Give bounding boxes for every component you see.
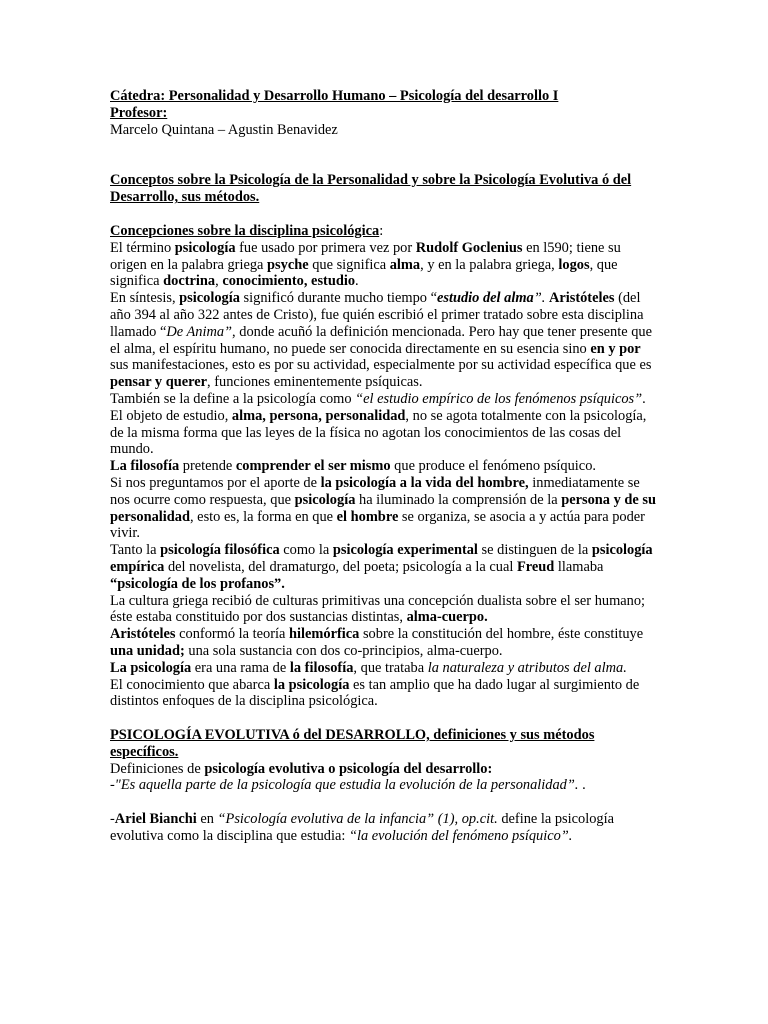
text-run: . <box>578 777 586 794</box>
text-run: logos <box>558 256 590 273</box>
text-run: el hombre <box>336 508 399 525</box>
text-run: . <box>355 273 359 290</box>
text-run: conocimiento, estudio <box>222 273 356 290</box>
text-run: El término <box>110 239 175 256</box>
text-run: , que significa <box>110 256 618 290</box>
text-run: alma <box>389 256 421 273</box>
section-heading-concepciones: Concepciones sobre la disciplina psicológica: <box>110 222 384 239</box>
text-run: que produce el fenómeno psíquico. <box>390 458 596 475</box>
text-run: También se la define a la psicología como <box>110 390 356 407</box>
paragraph <box>110 777 658 794</box>
text-run: como la <box>279 542 333 559</box>
text-run: la psicología a la vida del hombre, <box>320 474 529 491</box>
paragraph <box>110 391 658 408</box>
text-run: Definiciones de <box>110 760 205 777</box>
text-run: sobre la constitución del hombre, éste constituye <box>359 626 644 643</box>
text-run: del novelista, del dramaturgo, del poeta; psicología a la cual <box>164 558 517 575</box>
text-run: El conocimiento que abarca <box>110 676 274 693</box>
spacer <box>110 206 658 223</box>
text-run: Aristóteles <box>110 626 176 643</box>
text-run: en <box>196 811 218 828</box>
professor-names: Marcelo Quintana – Agustin Benavidez <box>110 121 338 138</box>
text-run: alma, persona, personalidad <box>231 407 406 424</box>
text-run: “la evolución del fenómeno psíquico”. <box>348 828 573 845</box>
text-run: Si nos preguntamos por el aporte de <box>110 474 321 491</box>
text-run: que significa <box>308 256 390 273</box>
text-run: , no se agota totalmente con la psicología, de la misma forma que las leyes de la física no agotan los conocimientos de las cosas del mundo. <box>110 407 647 458</box>
text-run: sus manifestaciones, esto es por su actividad, especialmente por su actividad específica que es <box>110 357 652 374</box>
paragraph <box>110 660 658 677</box>
paragraph <box>110 458 658 475</box>
text-run: persona y de su personalidad <box>110 491 656 525</box>
paragraph <box>110 408 658 458</box>
text-run: inmediatamente se nos ocurre como respuesta, que <box>110 474 640 508</box>
paragraph <box>110 593 658 627</box>
text-run: “Psicología evolutiva de la infancia” (1), op.cit. <box>217 811 498 828</box>
section-title-concepts: Conceptos sobre la Psicología de la Personalidad y sobre la Psicología Evolutiva ó del Desarrollo, sus métodos. <box>110 172 632 206</box>
text-run: , que trataba <box>353 659 428 676</box>
paragraph <box>110 626 658 660</box>
text-run: una unidad; <box>110 642 185 659</box>
text-run: La filosofía <box>110 458 180 475</box>
document-body <box>110 88 658 845</box>
text-run: en l590; tiene su origen en la palabra griega <box>110 239 621 273</box>
professor-label: Profesor: <box>110 104 168 121</box>
text-run: hilemórfica <box>289 626 360 643</box>
paragraph <box>110 240 658 290</box>
text-run: , esto es, la forma en que <box>189 508 337 525</box>
spacer <box>110 794 658 811</box>
text-run: - <box>110 811 115 828</box>
text-run: Ariel Bianchi <box>114 811 197 828</box>
text-run: alma-cuerpo. <box>406 609 488 626</box>
text-run: La psicología <box>110 659 192 676</box>
text-run: significó durante mucho tiempo “ <box>239 290 437 307</box>
text-run: . <box>642 390 646 407</box>
text-run: pretende <box>179 458 236 475</box>
text-run: psicología <box>294 491 356 508</box>
text-run: una sola sustancia con dos co-principios, alma-cuerpo. <box>184 642 503 659</box>
section-title-evolutiva: PSICOLOGÍA EVOLUTIVA ó del DESARROLLO, definiciones y sus métodos específicos. <box>110 727 595 760</box>
text-run: , y en la palabra griega, <box>420 256 559 273</box>
text-run: De Anima” <box>166 323 233 340</box>
text-run: estudio del alma <box>436 290 534 307</box>
text-run: , funciones eminentemente psíquicas. <box>207 374 423 391</box>
text-run: fue usado por primera vez por <box>235 239 416 256</box>
paragraph <box>110 761 658 778</box>
text-run: se distinguen de la <box>477 542 592 559</box>
text-run: era una rama de <box>191 659 290 676</box>
text-run: comprender el ser mismo <box>235 458 391 475</box>
text-run: psicología filosófica <box>160 542 280 559</box>
text-run: conformó la teoría <box>175 626 290 643</box>
text-run: psicología evolutiva o psicología del desarrollo: <box>204 760 493 777</box>
text-run: es tan amplio que ha dado lugar al surgimiento de distintos enfoques de la disciplina psicológica. <box>110 676 640 710</box>
paragraph <box>110 475 658 542</box>
text-run: la naturaleza y atributos del alma. <box>427 659 627 676</box>
text-run: ha iluminado la comprensión de la <box>355 491 562 508</box>
text-run: Freud <box>516 558 555 575</box>
text-run: Tanto la <box>110 542 161 559</box>
text-run: la psicología <box>273 676 350 693</box>
text-run: psicología experimental <box>332 542 478 559</box>
text-run: psyche <box>267 256 309 273</box>
text-run: El objeto de estudio, <box>110 407 232 424</box>
spacer <box>110 138 658 172</box>
text-run: define la psicología evolutiva como la disciplina que estudia: <box>110 811 615 845</box>
text-run: , <box>215 273 223 290</box>
text-run: -"Es aquella parte de la psicología que estudia la evolución de la personalidad”. <box>110 777 579 794</box>
paragraph <box>110 290 658 391</box>
text-run: pensar y querer <box>110 374 208 391</box>
text-run: , donde acuñó la definición mencionada. Pero hay que tener presente que el alma, el espíritu humano, no puede ser conocida directamente en su esencia sino <box>110 323 653 357</box>
text-run: En síntesis, <box>110 290 180 307</box>
text-run: (del año 394 al año 322 antes de Cristo), fue quién escribió el primer tratado sobre esta disciplina llamado “ <box>110 290 644 340</box>
text-run: la filosofía <box>289 659 354 676</box>
text-run: psicología <box>179 290 240 307</box>
chair-title: Cátedra: Personalidad y Desarrollo Humano – Psicología del desarrollo I <box>110 88 559 104</box>
paragraph <box>110 811 658 845</box>
spacer <box>110 710 658 727</box>
text-run: psicología <box>174 239 236 256</box>
text-run: en y por <box>590 340 641 357</box>
text-run: La cultura griega recibió de culturas primitivas una concepción dualista sobre el ser humano; éste estaba constituido por dos sustancias distintas, <box>110 592 646 626</box>
paragraph <box>110 677 658 711</box>
text-run: se organiza, se asocia a y actúa para poder vivir. <box>110 508 645 542</box>
text-run: Aristóteles <box>548 290 615 307</box>
text-run: doctrina <box>163 273 216 290</box>
text-run: llamaba <box>554 558 604 575</box>
paragraph <box>110 542 658 592</box>
text-run: Rudolf Goclenius <box>415 239 523 256</box>
text-run: “psicología de los profanos”. <box>110 575 285 592</box>
text-run: “el estudio empírico de los fenómenos psíquicos” <box>355 390 643 407</box>
text-run: psicología empírica <box>110 542 653 575</box>
text-run: ”. <box>533 290 549 307</box>
